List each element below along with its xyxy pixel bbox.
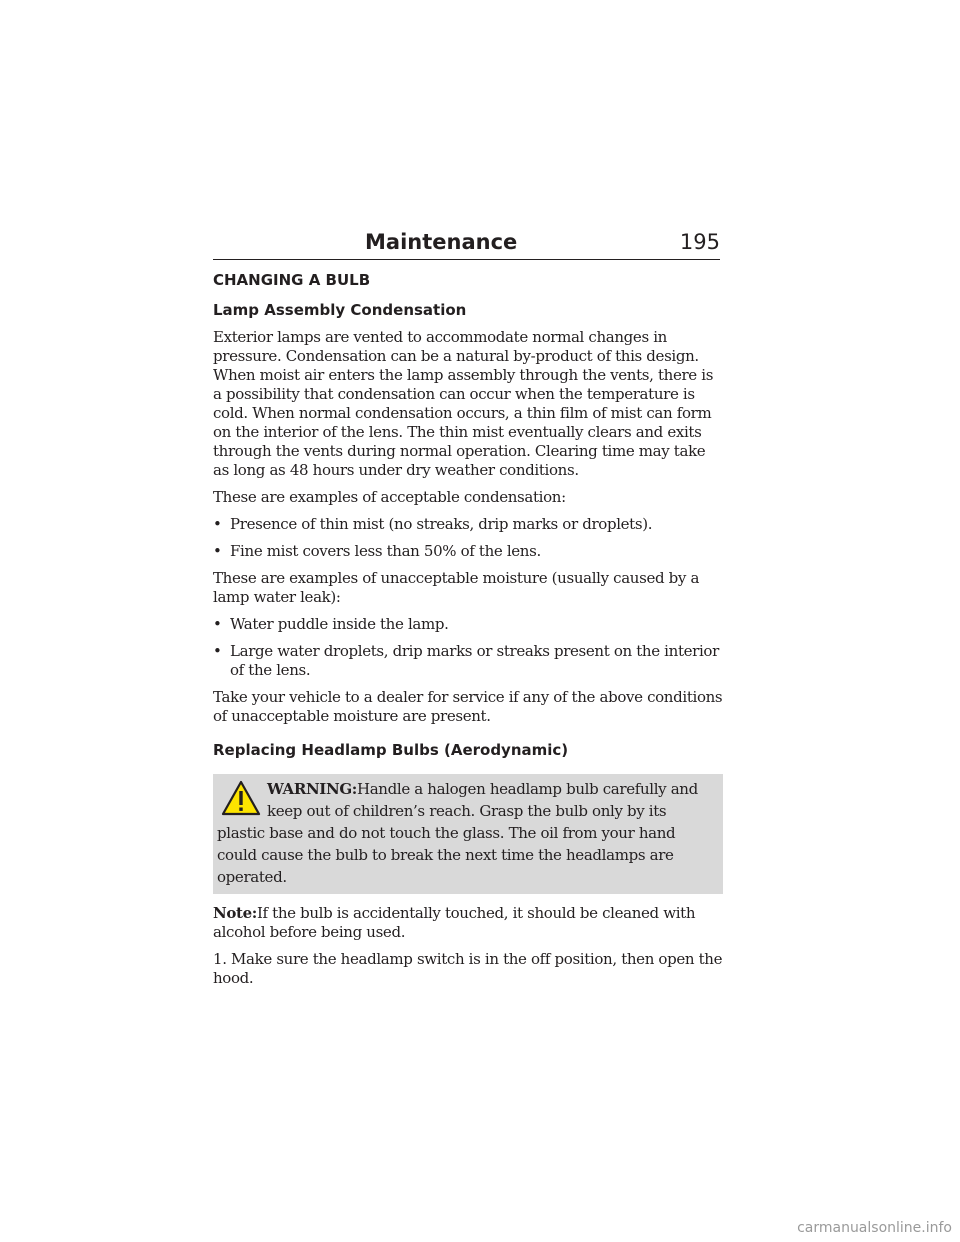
note-paragraph <box>213 904 723 942</box>
bullet-glyph: • <box>213 515 222 533</box>
heading-changing-a-bulb: CHANGING A BULB <box>213 271 371 289</box>
list-item-text: Fine mist covers less than 50% of the lens. <box>230 542 541 560</box>
subheading-lamp-condensation: Lamp Assembly Condensation <box>213 301 467 319</box>
step-1: 1. Make sure the headlamp switch is in the off position, then open the hood. <box>213 950 723 987</box>
page-content <box>213 270 723 996</box>
section-title: Maintenance <box>365 230 518 254</box>
watermark: carmanualsonline.info <box>797 1220 952 1236</box>
unacceptable-intro: These are examples of unacceptable moisture (usually caused by a lamp water leak): <box>213 569 700 606</box>
page-number: 195 <box>679 230 720 254</box>
bullet-glyph: • <box>213 642 222 660</box>
condensation-paragraph: Exterior lamps are vented to accommodate normal changes in pressure. Condensation can be a natural by-product of this design. When moist air enters the lamp assembly through the vents, there is a possibility that condensation can occur when the temperature is cold. When normal condensation occurs, a thin film of mist can form on the interior of the lens. The thin mist eventually clears and exits through the vents during normal operation. Clearing time may take as long as 48 hours under dry weather conditions. <box>213 328 714 479</box>
bullet-glyph: • <box>213 615 222 633</box>
note-text: If the bulb is accidentally touched, it should be cleaned with alcohol before being used. <box>213 904 696 941</box>
list-item <box>213 642 723 680</box>
service-paragraph: Take your vehicle to a dealer for service if any of the above conditions of unacceptable moisture are present. <box>213 688 723 725</box>
list-item <box>213 515 723 534</box>
list-item-text: Water puddle inside the lamp. <box>230 615 449 633</box>
warning-triangle-icon <box>221 780 261 816</box>
warning-box <box>213 774 723 894</box>
subheading-replacing-headlamp: Replacing Headlamp Bulbs (Aerodynamic) <box>213 741 569 759</box>
list-item-text: Presence of thin mist (no streaks, drip marks or droplets). <box>230 515 653 533</box>
warning-label: WARNING: <box>267 780 357 798</box>
list-item <box>213 615 723 634</box>
acceptable-intro: These are examples of acceptable condensation: <box>213 488 566 506</box>
bullet-glyph: • <box>213 542 222 560</box>
note-label: Note: <box>213 904 257 922</box>
list-item-text: Large water droplets, drip marks or streaks present on the interior of the lens. <box>230 642 719 679</box>
warning-text: Handle a halogen headlamp bulb carefully and keep out of children’s reach. Grasp the bulb only by its plastic base and do not touch the glass. The oil from your hand could cause the bulb to break the next time the headlamps are operated. <box>217 780 698 886</box>
page-header <box>213 229 720 260</box>
list-item <box>213 542 723 561</box>
